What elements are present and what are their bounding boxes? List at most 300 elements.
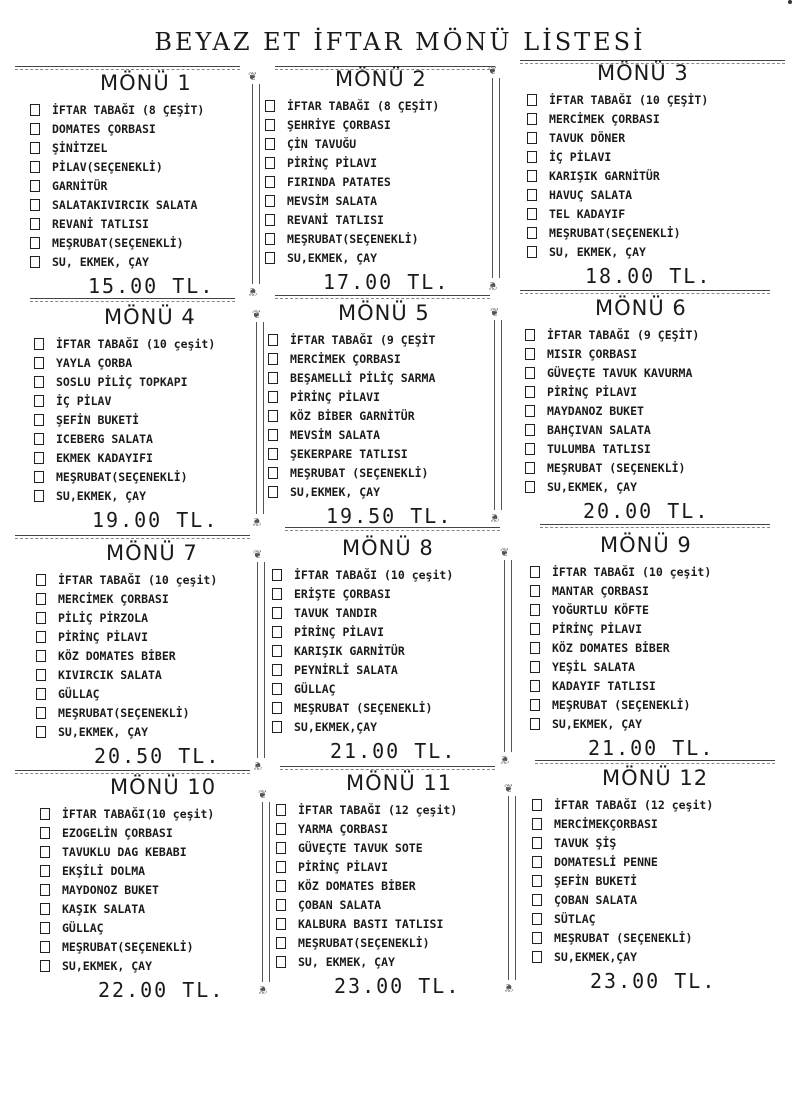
checkbox[interactable] xyxy=(265,233,275,245)
checkbox[interactable] xyxy=(272,645,282,657)
checkbox[interactable] xyxy=(272,569,282,581)
checkbox[interactable] xyxy=(272,588,282,600)
checkbox[interactable] xyxy=(40,941,50,953)
checkbox[interactable] xyxy=(36,650,46,662)
menu-title: MÖNÜ 3 xyxy=(597,61,689,85)
item-label: ICEBERG SALATA xyxy=(56,431,153,446)
menu-item xyxy=(276,914,526,933)
item-label: SALATAKIVIRCIK SALATA xyxy=(52,197,198,212)
checkbox[interactable] xyxy=(532,932,542,944)
menu-items xyxy=(34,334,284,505)
menu-item xyxy=(268,482,518,501)
menu-item xyxy=(272,565,522,584)
item-label: MEŞRUBAT(SEÇENEKLİ) xyxy=(549,225,681,240)
checkbox[interactable] xyxy=(40,827,50,839)
menu-item xyxy=(30,252,280,271)
checkbox[interactable] xyxy=(525,462,535,474)
menu-item xyxy=(530,657,780,676)
checkbox[interactable] xyxy=(36,612,46,624)
checkbox[interactable] xyxy=(36,593,46,605)
menu-title: MÖNÜ 1 xyxy=(100,71,192,95)
item-label: SU,EKMEK, ÇAY xyxy=(62,958,153,973)
checkbox[interactable] xyxy=(532,837,542,849)
checkbox[interactable] xyxy=(268,429,278,441)
menu-item xyxy=(34,353,284,372)
checkbox[interactable] xyxy=(532,894,542,906)
checkbox[interactable] xyxy=(527,246,537,258)
checkbox[interactable] xyxy=(276,956,286,968)
menu-item xyxy=(268,406,518,425)
checkbox[interactable] xyxy=(265,252,275,264)
checkbox[interactable] xyxy=(527,208,537,220)
menu-item xyxy=(530,619,780,638)
checkbox[interactable] xyxy=(265,176,275,188)
item-label: EZOGELİN ÇORBASI xyxy=(62,825,173,840)
menu-items xyxy=(532,795,782,966)
menu-items xyxy=(525,325,775,496)
menu-item xyxy=(532,947,782,966)
menu-price: 22.00 TL. xyxy=(98,978,225,1002)
item-label: PİRİNÇ PİLAVI xyxy=(547,384,638,399)
item-label: SU,EKMEK, ÇAY xyxy=(58,724,149,739)
menu-item xyxy=(30,100,280,119)
rule-row1-3 xyxy=(520,290,770,291)
menu-item xyxy=(530,676,780,695)
checkbox[interactable] xyxy=(34,490,44,502)
checkbox[interactable] xyxy=(530,661,540,673)
checkbox[interactable] xyxy=(30,218,40,230)
checkbox[interactable] xyxy=(532,818,542,830)
item-label: ÇOBAN SALATA xyxy=(298,897,382,912)
checkbox[interactable] xyxy=(40,960,50,972)
item-label: FIRINDA PATATES xyxy=(287,174,391,189)
menu-item xyxy=(276,876,526,895)
menu-item xyxy=(527,204,777,223)
checkbox[interactable] xyxy=(268,353,278,365)
menu-item xyxy=(272,622,522,641)
rule-row3-1 xyxy=(15,770,250,771)
item-label: ŞEHRİYE ÇORBASI xyxy=(287,117,391,132)
rule-row2-3 xyxy=(540,524,770,525)
checkbox[interactable] xyxy=(34,357,44,369)
checkbox[interactable] xyxy=(265,195,275,207)
checkbox[interactable] xyxy=(530,604,540,616)
checkbox[interactable] xyxy=(527,132,537,144)
item-label: PİRİNÇ PİLAVI xyxy=(552,621,643,636)
item-label: REVANİ TATLISI xyxy=(52,216,149,231)
menu-title: MÖNÜ 8 xyxy=(342,536,434,560)
menu-item xyxy=(30,138,280,157)
item-label: GÜLLAÇ xyxy=(58,686,100,701)
menu-item xyxy=(30,214,280,233)
item-label: TEL KADAYIF xyxy=(549,206,626,221)
item-label: SU,EKMEK, ÇAY xyxy=(552,716,643,731)
menu-item xyxy=(272,641,522,660)
menu-item xyxy=(532,928,782,947)
item-label: SU,EKMEK,ÇAY xyxy=(294,719,378,734)
item-label: SU, EKMEK, ÇAY xyxy=(52,254,149,269)
checkbox[interactable] xyxy=(40,846,50,858)
checkbox[interactable] xyxy=(30,104,40,116)
checkbox[interactable] xyxy=(34,433,44,445)
menu-price: 19.50 TL. xyxy=(326,504,453,528)
checkbox[interactable] xyxy=(36,707,46,719)
menu-item xyxy=(272,660,522,679)
checkbox[interactable] xyxy=(530,680,540,692)
menu-item xyxy=(36,570,286,589)
item-label: MERCİMEK ÇORBASI xyxy=(549,111,660,126)
item-label: HAVUÇ SALATA xyxy=(549,187,633,202)
menu-item xyxy=(265,115,515,134)
menu-item xyxy=(40,861,290,880)
menu-price: 17.00 TL. xyxy=(323,270,450,294)
checkbox[interactable] xyxy=(276,861,286,873)
checkbox[interactable] xyxy=(34,376,44,388)
menu-item xyxy=(265,153,515,172)
menu-item xyxy=(527,109,777,128)
checkbox[interactable] xyxy=(268,391,278,403)
checkbox[interactable] xyxy=(30,199,40,211)
menu-2 xyxy=(265,66,515,295)
checkbox[interactable] xyxy=(268,410,278,422)
checkbox[interactable] xyxy=(34,414,44,426)
menu-item xyxy=(265,191,515,210)
menu-item xyxy=(525,477,775,496)
menu-item xyxy=(268,330,518,349)
checkbox[interactable] xyxy=(265,157,275,169)
menu-item xyxy=(40,899,290,918)
item-label: KÖZ DOMATES BİBER xyxy=(58,648,176,663)
checkbox[interactable] xyxy=(30,180,40,192)
checkbox[interactable] xyxy=(527,189,537,201)
item-label: DOMATES ÇORBASI xyxy=(52,121,156,136)
menu-item xyxy=(40,880,290,899)
checkbox[interactable] xyxy=(265,214,275,226)
checkbox[interactable] xyxy=(527,151,537,163)
menu-item xyxy=(36,589,286,608)
menu-items xyxy=(30,100,280,271)
menu-item xyxy=(268,368,518,387)
menu-item xyxy=(34,486,284,505)
item-label: ERİŞTE ÇORBASI xyxy=(294,586,391,601)
menu-item xyxy=(34,467,284,486)
menu-item xyxy=(36,703,286,722)
item-label: MEVSİM SALATA xyxy=(290,427,381,442)
menu-item xyxy=(532,833,782,852)
menu-item xyxy=(276,800,526,819)
item-label: PİRİNÇ PİLAVI xyxy=(290,389,381,404)
item-label: YOĞURTLU KÖFTE xyxy=(552,602,649,617)
menu-title: MÖNÜ 11 xyxy=(346,771,453,795)
item-label: İFTAR TABAĞI (10 çeşit) xyxy=(294,567,454,582)
checkbox[interactable] xyxy=(532,856,542,868)
menu-item xyxy=(34,410,284,429)
menu-item xyxy=(527,147,777,166)
menu-item xyxy=(40,956,290,975)
item-label: ŞEKERPARE TATLISI xyxy=(290,446,408,461)
checkbox[interactable] xyxy=(36,669,46,681)
menu-item xyxy=(36,627,286,646)
checkbox[interactable] xyxy=(268,486,278,498)
item-label: ÇOBAN SALATA xyxy=(554,892,638,907)
menu-item xyxy=(276,895,526,914)
menu-3 xyxy=(527,60,777,289)
menu-item xyxy=(525,344,775,363)
menu-item xyxy=(272,717,522,736)
checkbox[interactable] xyxy=(525,405,535,417)
menu-item xyxy=(525,401,775,420)
item-label: MEŞRUBAT(SEÇENEKLİ) xyxy=(56,469,188,484)
scan-speck xyxy=(788,0,792,4)
checkbox[interactable] xyxy=(272,664,282,676)
item-label: TAVUK ŞİŞ xyxy=(554,835,617,850)
checkbox[interactable] xyxy=(40,903,50,915)
menu-item xyxy=(40,804,290,823)
checkbox[interactable] xyxy=(34,395,44,407)
item-label: TULUMBA TATLISI xyxy=(547,441,651,456)
item-label: MAYDONOZ BUKET xyxy=(62,882,159,897)
item-label: KIVIRCIK SALATA xyxy=(58,667,162,682)
checkbox[interactable] xyxy=(272,721,282,733)
menu-item xyxy=(532,909,782,928)
checkbox[interactable] xyxy=(268,334,278,346)
checkbox[interactable] xyxy=(525,424,535,436)
rule-row1-2 xyxy=(275,295,490,296)
checkbox[interactable] xyxy=(36,726,46,738)
item-label: ŞEFİN BUKETİ xyxy=(56,412,140,427)
checkbox[interactable] xyxy=(525,367,535,379)
item-label: İFTAR TABAĞI (10 ÇEŞİT) xyxy=(549,92,709,107)
menu-item xyxy=(30,176,280,195)
item-label: KAŞIK SALATA xyxy=(62,901,146,916)
item-label: GARNİTÜR xyxy=(52,178,108,193)
checkbox[interactable] xyxy=(34,471,44,483)
item-label: ÇİN TAVUĞU xyxy=(287,136,357,151)
menu-item xyxy=(36,722,286,741)
checkbox[interactable] xyxy=(272,626,282,638)
checkbox[interactable] xyxy=(532,799,542,811)
menu-item xyxy=(527,90,777,109)
menu-item xyxy=(532,814,782,833)
menu-price: 18.00 TL. xyxy=(585,264,712,288)
item-label: MAYDANOZ BUKET xyxy=(547,403,644,418)
menu-item xyxy=(268,444,518,463)
item-label: SU,EKMEK, ÇAY xyxy=(287,250,378,265)
menu-item xyxy=(34,391,284,410)
checkbox[interactable] xyxy=(530,585,540,597)
menu-item xyxy=(272,698,522,717)
checkbox[interactable] xyxy=(265,100,275,112)
checkbox[interactable] xyxy=(532,913,542,925)
item-label: GÜVEÇTE TAVUK SOTE xyxy=(298,840,423,855)
checkbox[interactable] xyxy=(527,227,537,239)
menu-item xyxy=(532,871,782,890)
menu-title: MÖNÜ 6 xyxy=(595,296,687,320)
menu-item xyxy=(272,584,522,603)
menu-item xyxy=(265,172,515,191)
checkbox[interactable] xyxy=(40,808,50,820)
menu-item xyxy=(268,463,518,482)
checkbox[interactable] xyxy=(268,372,278,384)
menu-item xyxy=(30,233,280,252)
checkbox[interactable] xyxy=(276,918,286,930)
item-label: MEŞRUBAT(SEÇENEKLİ) xyxy=(298,935,430,950)
item-label: İFTAR TABAĞI (8 ÇEŞİT) xyxy=(52,102,205,117)
menu-item xyxy=(40,937,290,956)
menu-item xyxy=(532,795,782,814)
menu-item xyxy=(532,890,782,909)
menu-item xyxy=(525,420,775,439)
item-label: REVANİ TATLISI xyxy=(287,212,384,227)
checkbox[interactable] xyxy=(40,865,50,877)
checkbox[interactable] xyxy=(30,123,40,135)
checkbox[interactable] xyxy=(530,642,540,654)
rule-row3-2 xyxy=(280,766,495,767)
menu-title: MÖNÜ 10 xyxy=(110,775,217,799)
menu-9 xyxy=(530,532,780,761)
item-label: TAVUK DÖNER xyxy=(549,130,626,145)
checkbox[interactable] xyxy=(36,688,46,700)
menu-item xyxy=(34,429,284,448)
item-label: İFTAR TABAĞI (8 ÇEŞİT) xyxy=(287,98,440,113)
checkbox[interactable] xyxy=(268,448,278,460)
menu-title: MÖNÜ 4 xyxy=(104,305,196,329)
menu-items xyxy=(276,800,526,971)
menu-4 xyxy=(34,304,284,533)
menu-title: MÖNÜ 5 xyxy=(338,301,430,325)
item-label: DOMATESLİ PENNE xyxy=(554,854,658,869)
menu-item xyxy=(265,248,515,267)
checkbox[interactable] xyxy=(276,937,286,949)
checkbox[interactable] xyxy=(525,481,535,493)
item-label: İFTAR TABAĞI (10 çeşit) xyxy=(58,572,218,587)
menu-item xyxy=(40,842,290,861)
menu-items xyxy=(40,804,290,975)
checkbox[interactable] xyxy=(530,699,540,711)
item-label: MERCİMEK ÇORBASI xyxy=(58,591,169,606)
menu-item xyxy=(530,581,780,600)
checkbox[interactable] xyxy=(40,922,50,934)
item-label: İFTAR TABAĞI (9 ÇEŞİT) xyxy=(547,327,700,342)
menu-item xyxy=(276,838,526,857)
menu-price: 21.00 TL. xyxy=(588,736,715,760)
checkbox[interactable] xyxy=(36,574,46,586)
checkbox[interactable] xyxy=(276,880,286,892)
menu-11 xyxy=(276,770,526,999)
menu-price: 23.00 TL. xyxy=(334,974,461,998)
item-label: ŞİNİTZEL xyxy=(52,140,108,155)
checkbox[interactable] xyxy=(272,702,282,714)
checkbox[interactable] xyxy=(265,119,275,131)
item-label: BEŞAMELLİ PİLİÇ SARMA xyxy=(290,370,436,385)
checkbox[interactable] xyxy=(530,623,540,635)
checkbox[interactable] xyxy=(532,951,542,963)
checkbox[interactable] xyxy=(30,256,40,268)
menu-item xyxy=(525,458,775,477)
menu-title: MÖNÜ 2 xyxy=(335,67,427,91)
checkbox[interactable] xyxy=(30,142,40,154)
checkbox[interactable] xyxy=(276,842,286,854)
checkbox[interactable] xyxy=(276,804,286,816)
checkbox[interactable] xyxy=(34,452,44,464)
item-label: YARMA ÇORBASI xyxy=(298,821,389,836)
checkbox[interactable] xyxy=(272,607,282,619)
checkbox[interactable] xyxy=(40,884,50,896)
checkbox[interactable] xyxy=(525,348,535,360)
checkbox[interactable] xyxy=(530,718,540,730)
menu-item xyxy=(530,562,780,581)
checkbox[interactable] xyxy=(527,113,537,125)
checkbox[interactable] xyxy=(525,386,535,398)
menu-item xyxy=(268,387,518,406)
menu-item xyxy=(527,166,777,185)
checkbox[interactable] xyxy=(532,875,542,887)
checkbox[interactable] xyxy=(527,94,537,106)
item-label: İFTAR TABAĞI (12 çeşit) xyxy=(554,797,714,812)
item-label: SU, EKMEK, ÇAY xyxy=(549,244,646,259)
item-label: İÇ PİLAV xyxy=(56,393,112,408)
menu-12 xyxy=(532,765,782,994)
menu-item xyxy=(525,325,775,344)
checkbox[interactable] xyxy=(525,329,535,341)
checkbox[interactable] xyxy=(276,899,286,911)
checkbox[interactable] xyxy=(265,138,275,150)
checkbox[interactable] xyxy=(36,631,46,643)
menu-items xyxy=(530,562,780,733)
checkbox[interactable] xyxy=(530,566,540,578)
menu-item xyxy=(530,638,780,657)
checkbox[interactable] xyxy=(268,467,278,479)
item-label: KÖZ DOMATES BİBER xyxy=(552,640,670,655)
item-label: SÜTLAÇ xyxy=(554,911,596,926)
checkbox[interactable] xyxy=(272,683,282,695)
item-label: SOSLU PİLİÇ TOPKAPI xyxy=(56,374,188,389)
item-label: MEŞRUBAT(SEÇENEKLİ) xyxy=(62,939,194,954)
menu-item xyxy=(30,119,280,138)
item-label: MEŞRUBAT(SEÇENEKLİ) xyxy=(287,231,419,246)
item-label: MISIR ÇORBASI xyxy=(547,346,638,361)
checkbox[interactable] xyxy=(525,443,535,455)
item-label: KARIŞIK GARNİTÜR xyxy=(294,643,405,658)
menu-price: 20.00 TL. xyxy=(583,499,710,523)
item-label: KARIŞIK GARNİTÜR xyxy=(549,168,660,183)
menu-item xyxy=(530,714,780,733)
menu-item xyxy=(527,185,777,204)
item-label: GÜLLAÇ xyxy=(294,681,336,696)
menu-item xyxy=(36,684,286,703)
checkbox[interactable] xyxy=(276,823,286,835)
menu-5 xyxy=(268,300,518,529)
checkbox[interactable] xyxy=(34,338,44,350)
item-label: MERCİMEK ÇORBASI xyxy=(290,351,401,366)
menu-items xyxy=(527,90,777,261)
menu-item xyxy=(527,223,777,242)
menu-item xyxy=(276,819,526,838)
menu-1 xyxy=(30,70,280,299)
checkbox[interactable] xyxy=(30,161,40,173)
menu-item xyxy=(276,857,526,876)
menu-item xyxy=(272,679,522,698)
menu-price: 20.50 TL. xyxy=(94,744,221,768)
item-label: SU,EKMEK, ÇAY xyxy=(56,488,147,503)
checkbox[interactable] xyxy=(30,237,40,249)
item-label: MEŞRUBAT (SEÇENEKLİ) xyxy=(294,700,433,715)
menu-item xyxy=(34,372,284,391)
item-label: MEŞRUBAT (SEÇENEKLİ) xyxy=(547,460,686,475)
checkbox[interactable] xyxy=(527,170,537,182)
item-label: MEŞRUBAT(SEÇENEKLİ) xyxy=(58,705,190,720)
menu-item xyxy=(36,665,286,684)
